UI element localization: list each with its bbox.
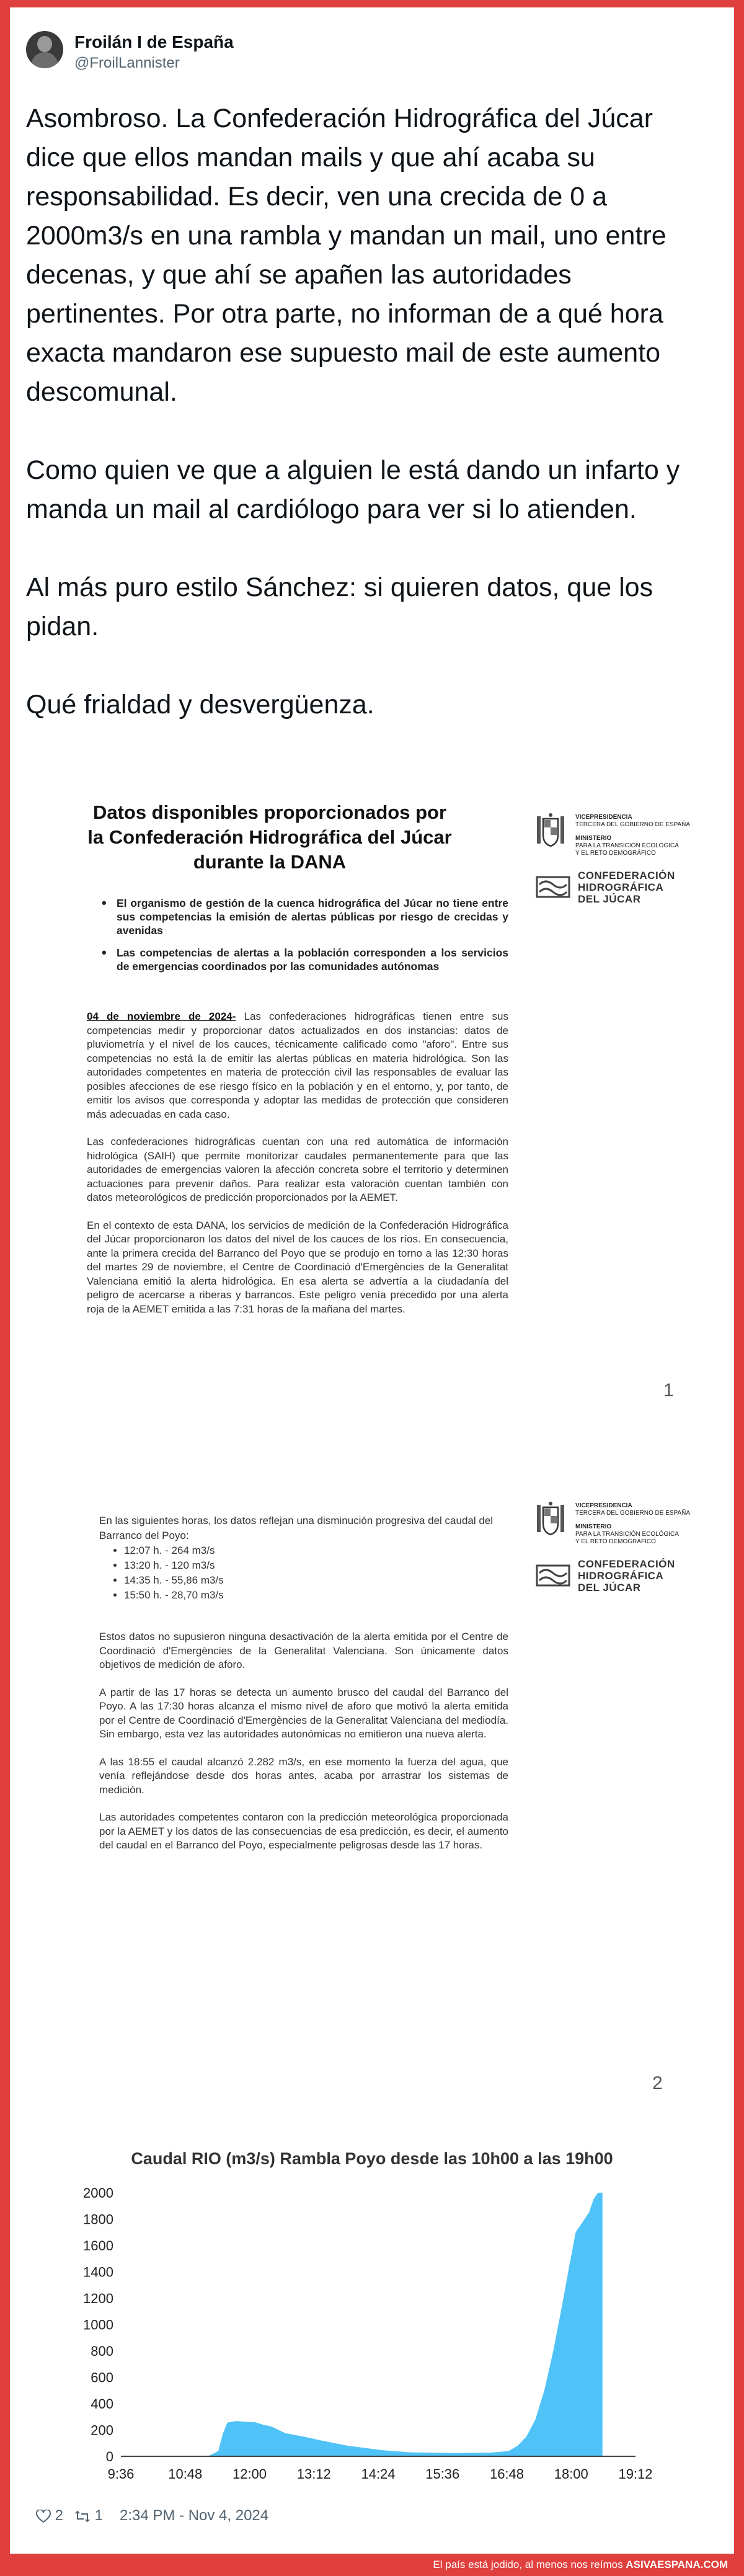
- spain-crest-icon: [534, 1501, 567, 1538]
- watermark-tagline: El país está jodido, al menos nos reímos: [433, 2559, 623, 2570]
- x-tick-label: 18:00: [554, 2466, 588, 2482]
- spain-crest-icon: [534, 813, 567, 850]
- author-handle[interactable]: @FroilLannister: [74, 55, 180, 71]
- y-tick-label: 800: [91, 2343, 113, 2359]
- y-tick-label: 1000: [83, 2317, 113, 2333]
- document-title: Datos disponibles proporcionados por la Confederación Hidrográfica del Júcar durante la DANA: [87, 801, 452, 873]
- page-number: 1: [663, 1380, 674, 1401]
- doc-paragraph: Estos datos no supusieron ninguna desactivación de la alerta emitida por el Centre de Coordinació d'Emergències de la Generalitat Valenciana. Son únicamente datos objetivos de medición de aforo.: [99, 1631, 508, 1670]
- like-count: 2: [55, 2507, 64, 2524]
- retweet-icon: [74, 2510, 91, 2523]
- document-bullets: [99, 896, 508, 982]
- chj-logo-text: CONFEDERACIÓN HIDROGRÁFICA DEL JÚCAR: [578, 1558, 675, 1593]
- reading-item: • 13:20 h. - 120 m3/s: [124, 1558, 496, 1573]
- doc-paragraph: Las confederaciones hidrográficas cuentan con una red automática de información hidrológica (SAIH) que permite monitorizar caudales permanentemente para que las autoridades de emergencias valoren la afección concreta sobre el territorio y determinen actuaciones para prevenir daños. Para realizar esta valoración cuentan también con datos meteorológicos de predicción proporcionados por la AEMET.: [87, 1136, 508, 1203]
- doc-paragraph: En el contexto de esta DANA, los servicios de medición de la Confederación Hidrográfica del Júcar proporcionaron los datos del nivel de los cauces de los ríos. En consecuencia, ante la primera crecida del Barranco del Poyo que se produjo en torno a las 12:30 horas del martes 29 de noviembre, el Centre de Coordinació d'Emergències de la Generalitat Valenciana emitió la alerta hidrológica. En esa alerta se advertía a la ciudadanía del peligro de acercarse a riberas y barrancos. Este peligro venía precedido por una alerta roja de la AEMET emitida a las 7:31 horas de la mañana del martes.: [87, 1219, 508, 1315]
- flow-chart: [62, 2165, 657, 2487]
- doc-paragraph: A las 18:55 el caudal alcanzó 2.282 m3/s, en ese momento la fuerza del agua, que venía reflejándose desde dos horas antes, acaba por arrastrar los sistemas de medición.: [99, 1755, 508, 1796]
- y-tick-label: 1800: [83, 2211, 113, 2227]
- chj-logo-icon: [534, 868, 572, 906]
- chj-logo-icon: [534, 1557, 572, 1594]
- tweet-paragraph: Como quien ve que a alguien le está dando un infarto y manda un mail al cardiólogo para ver si lo atienden.: [26, 455, 680, 524]
- page-number: 2: [652, 2073, 663, 2093]
- reading-item: • 12:07 h. - 264 m3/s: [124, 1543, 496, 1558]
- document-body-2: [99, 1513, 496, 1603]
- tweet-paragraph: Asombroso. La Confederación Hidrográfica del Júcar dice que ellos mandan mails y que ahí acaba su responsabilidad. Es decir, ven una crecida de 0 a 2000m3/s en una rambla y mandan un mail, uno entre decenas, y que ahí se apañen las autoridades pertinentes. Por otra parte, no informan de a qué hora exacta mandaron ese supuesto mail de este aumento descomunal.: [26, 104, 666, 407]
- y-tick-label: 1200: [83, 2291, 113, 2306]
- chart-title: Caudal RIO (m3/s) Rambla Poyo desde las 10h00 a las 19h00: [131, 2149, 613, 2168]
- reading-item: • 14:35 h. - 55,86 m3/s: [124, 1573, 496, 1588]
- flow-area-series: [196, 2193, 603, 2456]
- ministry-text: VICEPRESIDENCIA TERCERA DEL GOBIERNO DE ESPAÑA MINISTERIO PARA LA TRANSICIÓN ECOLÓGICA Y EL RETO DEMOGRÁFICO: [575, 1502, 691, 1545]
- y-tick-label: 0: [105, 2449, 113, 2464]
- bullet-item: • El organismo de gestión de la cuenca hidrográfica del Júcar no tiene entre sus competencias la emisión de alertas públicas por riesgo de crecidas y avenidas: [99, 896, 508, 937]
- author-name[interactable]: Froilán I de España: [74, 32, 234, 51]
- avatar[interactable]: [26, 31, 63, 68]
- watermark-bar: [0, 2554, 744, 2576]
- bullet-item: • Las competencias de alertas a la población corresponden a los servicios de emergencias coordinados por las comunidades autónomas: [99, 946, 508, 973]
- tweet-paragraph: Qué frialdad y desvergüenza.: [26, 690, 374, 720]
- heart-icon: [36, 2510, 51, 2523]
- chj-logo-text: CONFEDERACIÓN HIDROGRÁFICA DEL JÚCAR: [578, 870, 675, 905]
- reading-item: • 15:50 h. - 28,70 m3/s: [124, 1588, 496, 1603]
- retweet-count: 1: [94, 2507, 104, 2524]
- y-tick-label: 400: [91, 2396, 113, 2412]
- doc-paragraph: Las autoridades competentes contaron con la predicción meteorológica proporcionada por la AEMET y los datos de las consecuencias de esa predicción, es decir, el aumento del caudal en el Barranco del Poyo, especialmente peligrosas desde las 17 horas.: [99, 1811, 508, 1851]
- tweet-timestamp[interactable]: 2:34 PM - Nov 4, 2024: [120, 2507, 269, 2524]
- doc-paragraph: [87, 1010, 508, 1121]
- tweet-paragraph: Al más puro estilo Sánchez: si quieren datos, que los pidan.: [26, 573, 653, 641]
- like-button[interactable]: [36, 2507, 63, 2525]
- x-tick-label: 13:12: [296, 2466, 331, 2482]
- readings-list: [99, 1543, 496, 1603]
- y-tick-label: 200: [91, 2422, 113, 2438]
- y-tick-label: 1400: [83, 2264, 113, 2280]
- y-tick-label: 600: [91, 2369, 113, 2386]
- document-body-3: [99, 1630, 508, 1866]
- x-tick-label: 9:36: [107, 2466, 135, 2482]
- retweet-button[interactable]: [74, 2507, 103, 2525]
- x-tick-label: 16:48: [489, 2466, 525, 2482]
- watermark-text: [433, 2554, 728, 2576]
- x-tick-label: 15:36: [425, 2466, 460, 2482]
- doc-intro: En las siguientes horas, los datos reflejan una disminución progresiva del caudal del Barranco del Poyo:: [99, 1515, 494, 1541]
- doc-text: Las confederaciones hidrográficas tienen entre sus competencias medir y proporcionar datos actualizados en dos instancias: datos de pluviometría y el nivel de los cauces, técnicamente calificado como "aforo". Entre sus competencias no está la de emitir las alertas públicas en materia hidrológica. Son las autoridades competentes en materia de protección civil las responsables de evaluar las posibles afecciones de ese riesgo físico en la población y en el entorno, y, por tanto, de emitir los avisos que corresponda y adoptar las medidas de protección que consideren más adecuadas en cada caso.: [87, 1010, 508, 1120]
- y-tick-label: 1600: [83, 2238, 113, 2253]
- tweet-text: [26, 99, 696, 764]
- watermark-site: ASIVAESPANA.COM: [626, 2559, 728, 2570]
- x-tick-label: 12:00: [232, 2466, 267, 2482]
- doc-date: 04 de noviembre de 2024-: [87, 1010, 236, 1022]
- doc-paragraph: A partir de las 17 horas se detecta un aumento brusco del caudal del Barranco del Poyo. A las 17:30 horas alcanza el mismo nivel de aforo que motivó la alerta emitida por el Centre de Coordinació d'Emergències de la Generalitat Valenciana del mediodía. Sin embargo, esta vez las autoridades autonómicas no emitieron una nueva alerta.: [99, 1686, 508, 1740]
- x-tick-label: 19:12: [618, 2466, 653, 2482]
- x-tick-label: 14:24: [361, 2466, 396, 2482]
- ministry-text: VICEPRESIDENCIA TERCERA DEL GOBIERNO DE ESPAÑA MINISTERIO PARA LA TRANSICIÓN ECOLÓGICA Y EL RETO DEMOGRÁFICO: [575, 814, 691, 857]
- document-body-1: [87, 1010, 508, 1330]
- y-tick-label: 2000: [83, 2185, 113, 2201]
- x-tick-label: 10:48: [168, 2466, 203, 2482]
